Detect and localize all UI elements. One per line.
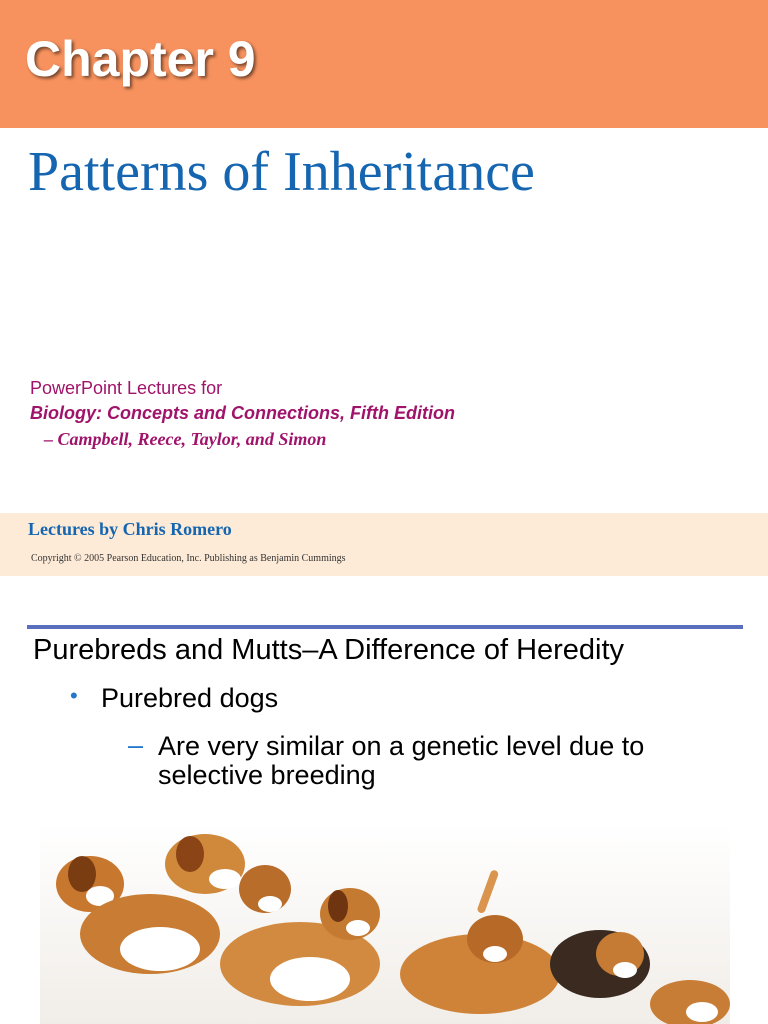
beagle-pack-photo-icon bbox=[40, 824, 730, 1024]
slide-title: Patterns of Inheritance bbox=[28, 141, 535, 203]
chapter-label: Chapter 9 bbox=[25, 31, 256, 87]
title-rule bbox=[27, 625, 743, 629]
sub-bullet-dash-icon: – bbox=[128, 730, 144, 760]
chapter-banner bbox=[0, 0, 768, 128]
beagle-icon bbox=[320, 888, 380, 940]
slide-heading: Purebreds and Mutts–A Difference of Heredity bbox=[33, 634, 625, 666]
content-slide bbox=[0, 576, 768, 1024]
credits-block bbox=[30, 378, 455, 450]
lecturer: Lectures by Chris Romero bbox=[28, 519, 232, 539]
footer-band bbox=[0, 513, 768, 576]
book-title: Biology: Concepts and Connections, Fifth Edition bbox=[30, 403, 455, 423]
bullet-text: Purebred dogs bbox=[101, 683, 279, 713]
sub-bullet-text: Are very similar on a genetic level due to selective breeding bbox=[158, 731, 645, 790]
beagle-icon bbox=[550, 930, 650, 998]
authors: – Campbell, Reece, Taylor, and Simon bbox=[44, 429, 327, 449]
bullet-dot-icon: • bbox=[70, 683, 78, 708]
copyright: Copyright © 2005 Pearson Education, Inc. Publishing as Benjamin Cummings bbox=[31, 553, 346, 564]
credits-line-1: PowerPoint Lectures for bbox=[30, 378, 223, 398]
